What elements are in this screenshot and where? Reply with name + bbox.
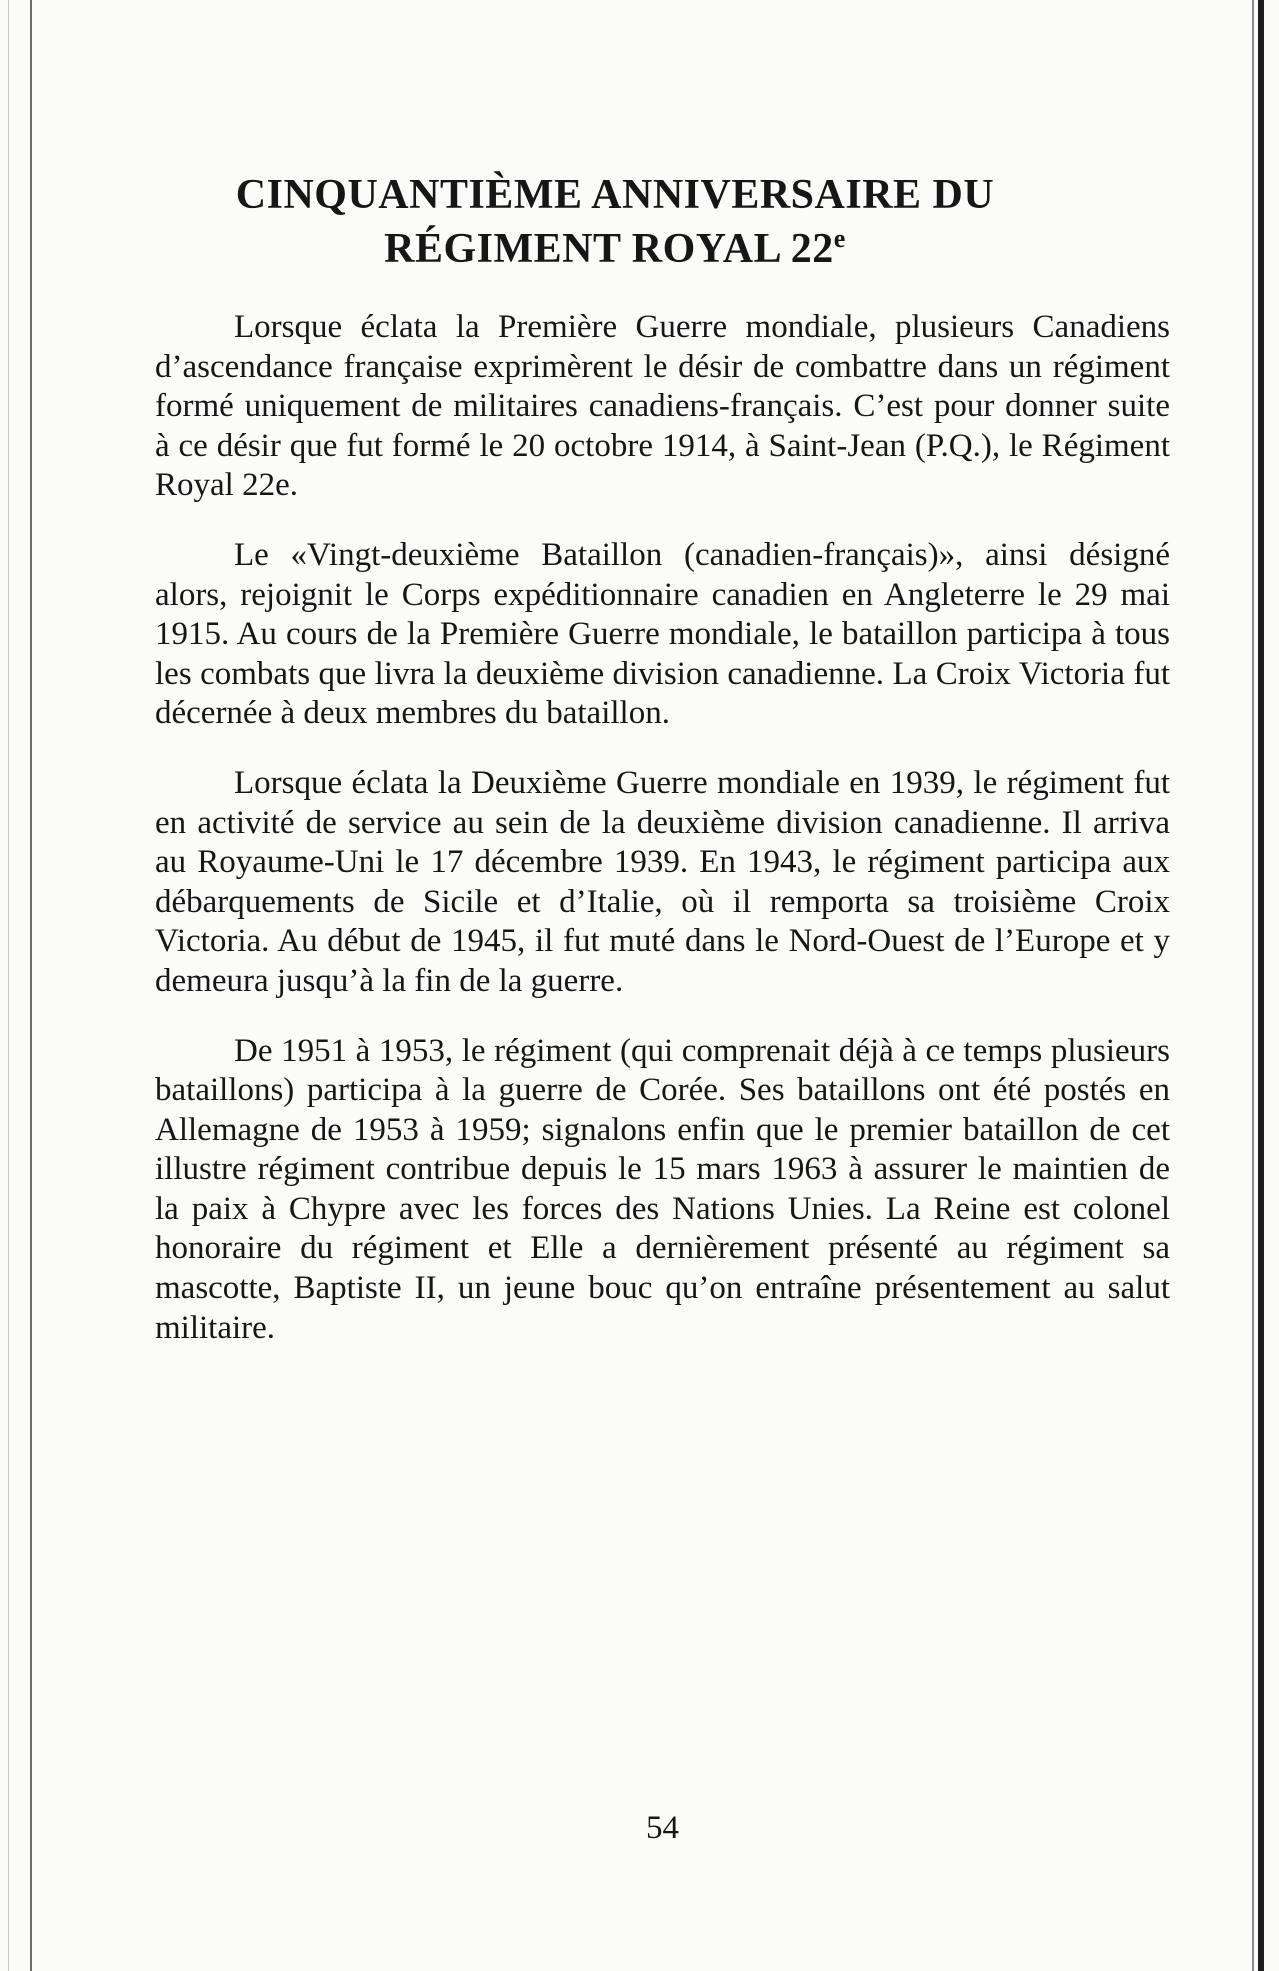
- paragraph-1: Lorsque éclata la Première Guerre mondiale, plusieurs Canadiens d’ascendance française exprimèrent le désir de combattre dans un régiment formé uniquement de militaires canadiens-français. C’est pour donner suite à ce désir que fut formé le 20 octobre 1914, à Saint-Jean (P.Q.), le Régiment Royal 22e.: [155, 309, 1170, 504]
- title-line-1: CINQUANTIÈME ANNIVERSAIRE DU: [235, 172, 995, 218]
- page-number: 54: [646, 1810, 679, 1846]
- scan-edge-left: [30, 0, 32, 1971]
- paragraph-4: De 1951 à 1953, le régiment (qui comprenait déjà à ce temps plusieurs bataillons) participa à la guerre de Corée. Ses bataillons ont été postés en Allemagne de 1953 à 1959; signalons enfin que le premier bataillon de cet illustre régiment contribue depuis le 15 mars 1963 à assurer le maintien de la paix à Chypre avec les forces des Nations Unies. La Reine est colonel honoraire du régiment et Elle a dernièrement présenté au régiment sa mascotte, Baptiste II, un jeune bouc qu’on entraîne présentement au salut militaire.: [155, 1032, 1170, 1346]
- page-title: [155, 168, 1075, 276]
- title-superscript: e: [833, 224, 846, 253]
- scan-edge-left-faint: [8, 0, 9, 1971]
- paragraph-3: Lorsque éclata la Deuxième Guerre mondiale en 1939, le régiment fut en activité de service au sein de la deuxième division canadienne. Il arriva au Royaume-Uni le 17 décembre 1939. En 1943, le régiment participa aux débarquements de Sicile et d’Italie, où il remporta sa troisième Croix Victoria. Au début de 1945, il fut muté dans le Nord-Ouest de l’Europe et y demeura jusqu’à la fin de la guerre.: [155, 764, 1170, 999]
- title-line-2: RÉGIMENT ROYAL 22: [384, 226, 834, 272]
- document-body: [155, 308, 1170, 1378]
- scan-edge-right-inner: [1252, 0, 1254, 1971]
- scan-edge-right: [1258, 0, 1264, 1971]
- paragraph-2: Le «Vingt-deuxième Bataillon (canadien-français)», ainsi désigné alors, rejoignit le Corps expéditionnaire canadien en Angleterre le 29 mai 1915. Au cours de la Première Guerre mondiale, le bataillon participa à tous les combats que livra la deuxième division canadienne. La Croix Victoria fut décernée à deux membres du bataillon.: [155, 536, 1170, 732]
